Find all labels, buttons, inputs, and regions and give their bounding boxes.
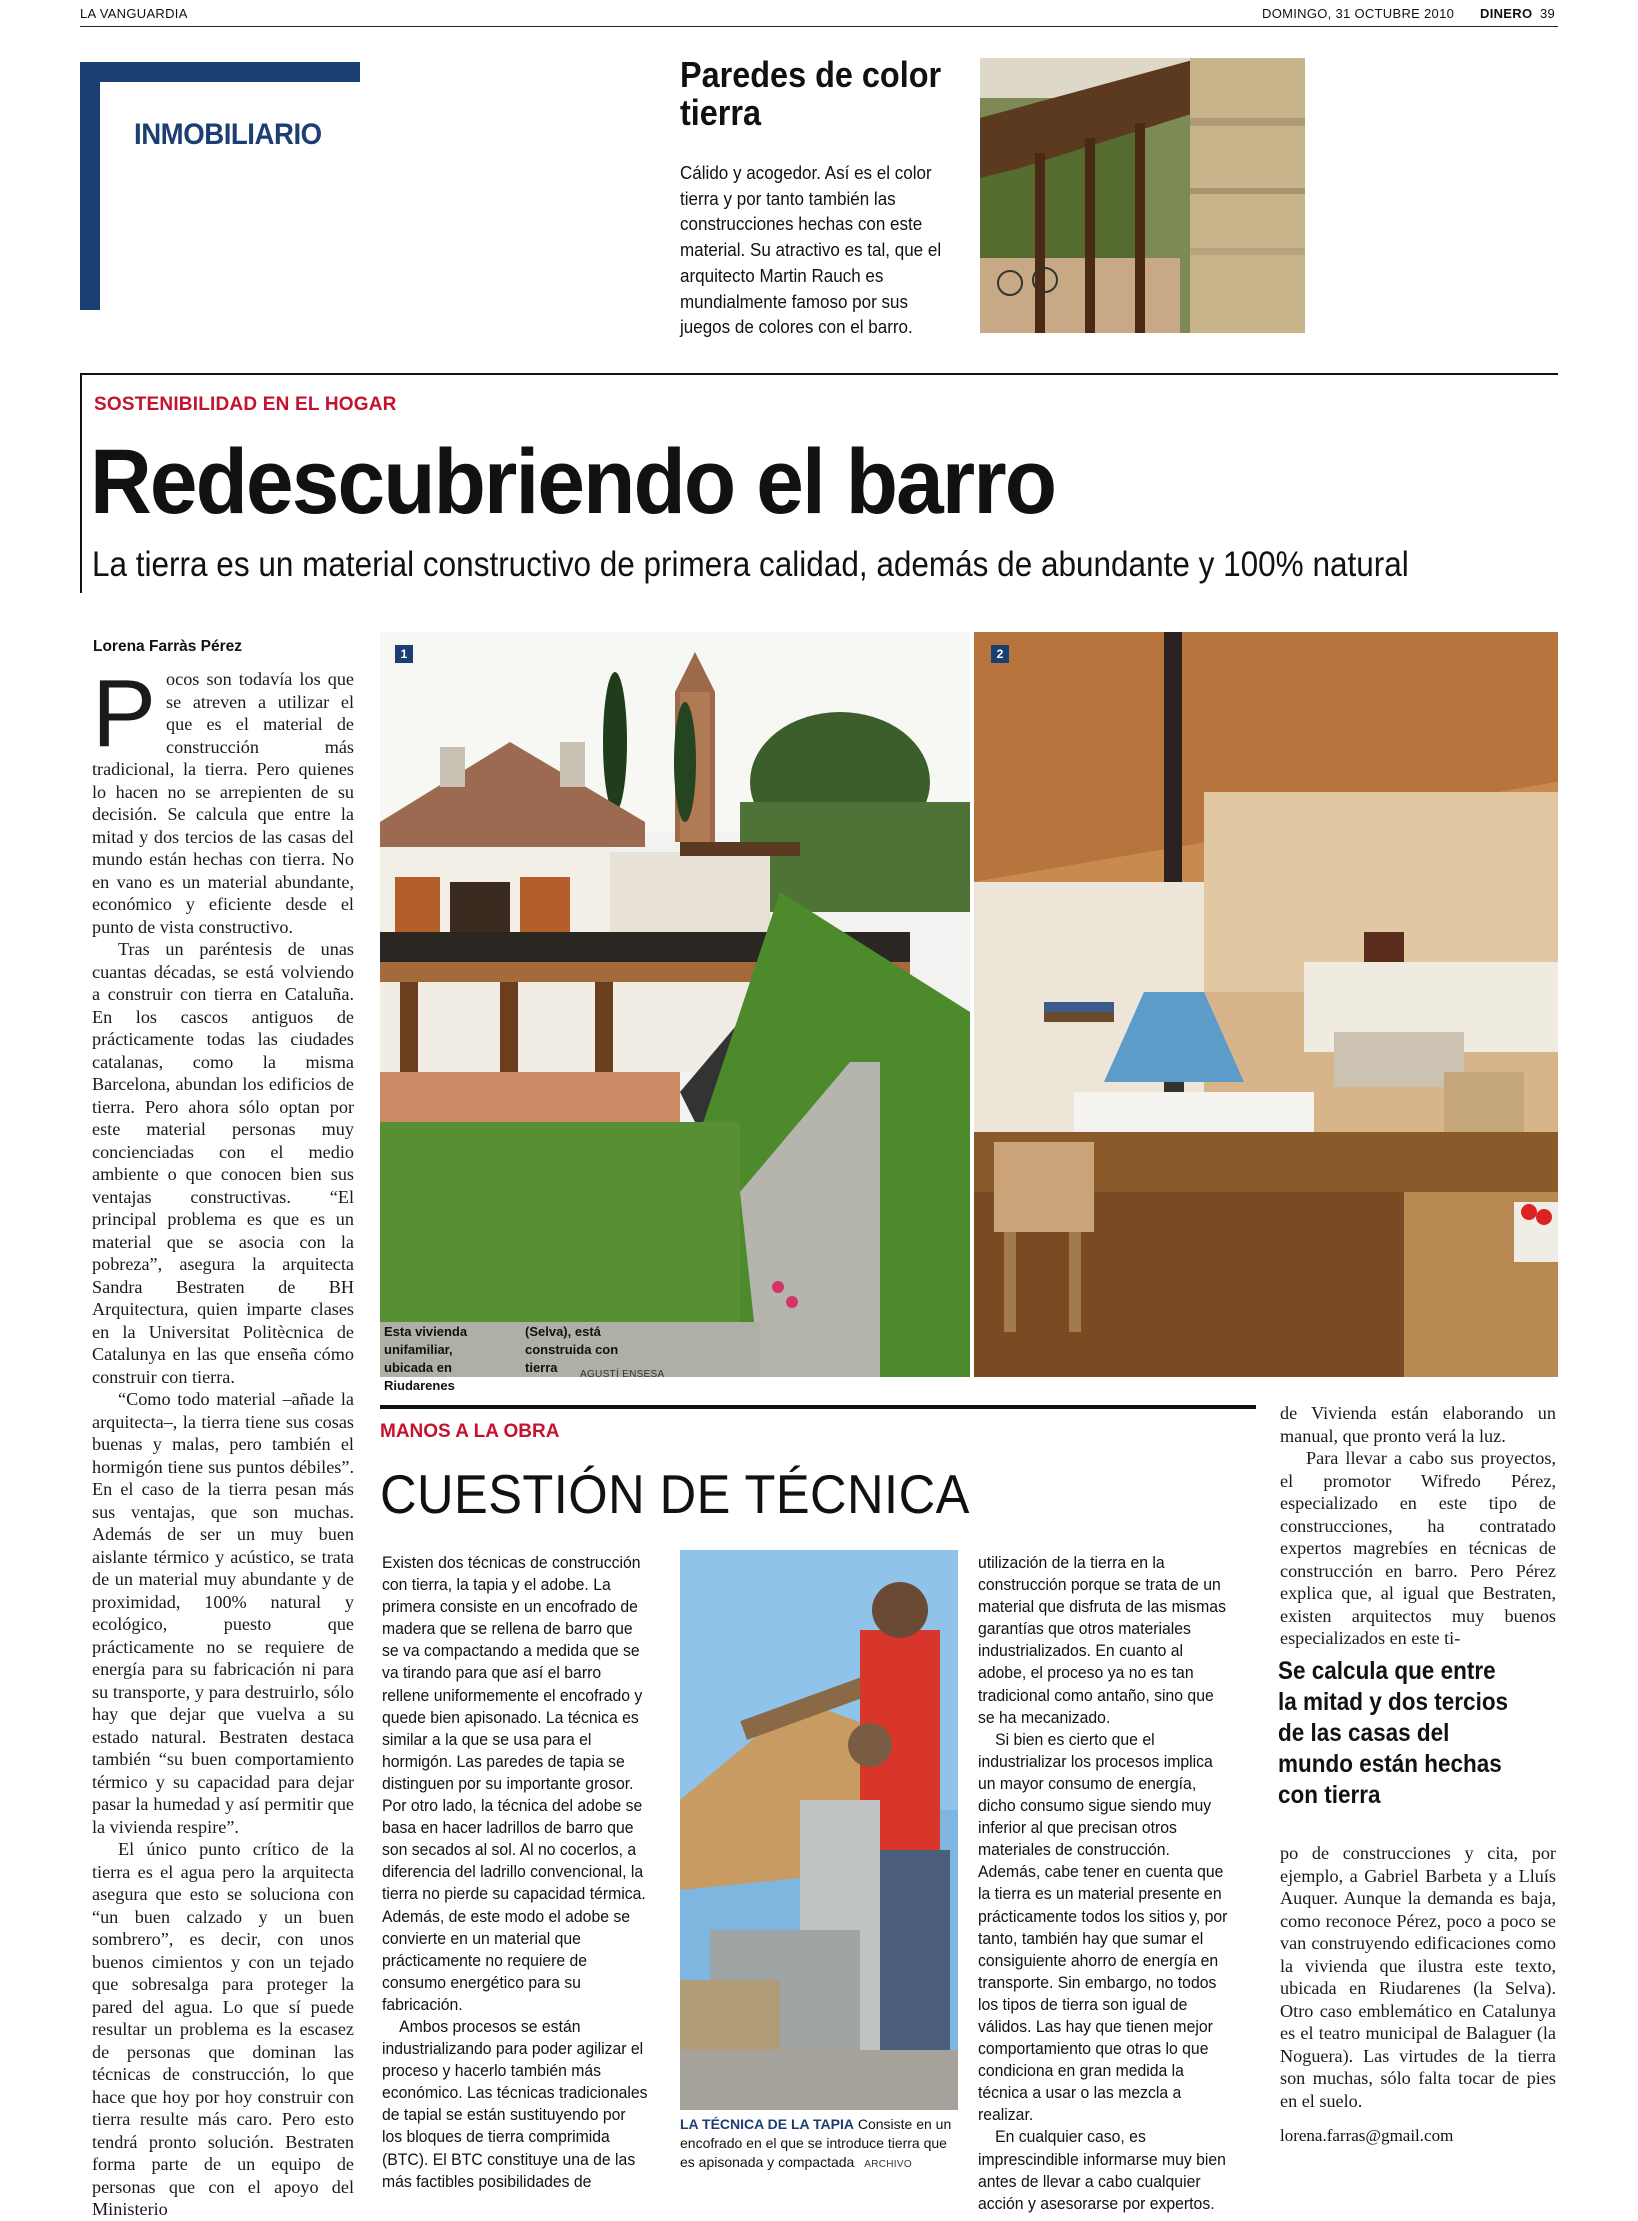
article-column-1 (92, 660, 354, 2221)
article-paragraph-5: de Vivienda están elaborando un manual, que pronto verá la luz. (1280, 1403, 1556, 1446)
workers-tapia-image (680, 1550, 958, 2110)
teaser-text: Cálido y acogedor. Así es el color tierra y por tanto también las construcciones hechas con este material. Su atractivo es tal, que el arquitecto Martin Rauch es mundialmente famoso por sus juegos de colores con el barro. (680, 162, 942, 338)
tapia-caption-text: Consiste en un encofrado en el que se introduce tierra que es apisonada y compactada (680, 2116, 952, 2170)
house-exterior-image (380, 632, 970, 1377)
sidebar-kicker: MANOS A LA OBRA (380, 1421, 560, 1442)
photo-caption-part-2: (Selva), está construida con tierra (525, 1324, 619, 1375)
teaser-title: Paredes de color tierra (680, 54, 942, 133)
section-flag-label: INMOBILIARIO (134, 118, 322, 151)
issue-date: DOMINGO, 31 OCTUBRE 2010 (1262, 6, 1455, 21)
section-name: DINERO (1480, 6, 1533, 21)
pull-quote: Se calcula que entre la mitad y dos tercios de las casas del mundo están hechas con tierra (1278, 1657, 1509, 1809)
tapia-photo-caption (680, 2115, 958, 2174)
article-deck: La tierra es un material constructivo de primera calidad, además de abundante y 100% natural (92, 545, 1409, 584)
article-byline: Lorena Farràs Pérez (93, 638, 243, 655)
earth-wall-porch-image (980, 58, 1305, 333)
article-paragraph-3: “Como todo material –añade la arquitecta–, la tierra tiene sus cosas buenas y malas, pero también el hormigón tiene sus puntos débiles”. En el caso de la tierra pesan más sus ventajas, que son muchas. Además de ser un muy buen aislante térmico y acústico, se trata de un material muy abundante y de proximidad, 100% natural y ecológico, puesto que prácticamente no se requiere de energía para su fabricación ni para su transporte, y para destruirlo, sólo hay que dejar que vuelva a su estado natural. Bestraten destaca también “su buen comportamiento térmico y su capacidad para dejar pasar la humedad y así permitir que la vivienda respire”. (92, 1389, 354, 1837)
sidebar-paragraph-5: En cualquier caso, es imprescindible informarse muy bien antes de llevar a cabo cualquier acción y asesorarse por expertos. (978, 2127, 1226, 2213)
article-headline: Redescubriendo el barro (90, 431, 1056, 533)
article-paragraph-6: Para llevar a cabo sus proyectos, el promotor Wifredo Pérez, especializado en este tipo de construcciones, ha contratado expertos magrebíes en técnicas de construcción en barro. Pero Pérez explica que, al igual que Bestraten, existen arquitectos muy buenos especializados en este ti- (1280, 1448, 1556, 1648)
photo-credit-1: AGUSTÍ ENSESA (580, 1369, 665, 1380)
photo-number-badge-2: 2 (991, 645, 1009, 663)
teaser-photo (980, 58, 1305, 333)
drop-cap: P (92, 660, 157, 767)
page-number: 39 (1540, 6, 1556, 21)
sidebar-column-3 (978, 1552, 1235, 2215)
photo-caption-part-1: Esta vivienda unifamiliar, ubicada en Riudarenes (384, 1324, 468, 1393)
section-flag-top (80, 62, 360, 82)
article-column-right-top (1280, 1402, 1556, 1650)
interior-photo (974, 632, 1558, 1377)
tapia-technique-photo (680, 1550, 958, 2110)
article-paragraph-7: po de construcciones y cita, por ejemplo, a Gabriel Barbeta y a Lluís Auquer. Aunque la demanda es baja, como reconoce Pérez, poco a poco se van construyendo edificaciones como la vivienda que ilustra este texto, ubicada en Riudarenes (la Selva). Otro caso emblemático en Catalunya es el teatro municipal de Balaguer (la Noguera). Las virtudes de la tierra son muchas, sólo falta tocar de pies en el suelo. (1280, 1843, 1556, 2111)
house-exterior-photo (380, 632, 970, 1377)
article-frame-left (80, 373, 82, 593)
section-flag-bar (80, 62, 100, 310)
author-email: lorena.farras@gmail.com (1280, 2126, 1454, 2145)
article-kicker: SOSTENIBILIDAD EN EL HOGAR (94, 394, 397, 415)
tapia-caption-title: LA TÉCNICA DE LA TAPIA (680, 2116, 854, 2132)
sidebar-paragraph-4: Si bien es cierto que el industrializar los procesos implica un mayor consumo de energía, dicho consumo sigue siendo muy inferior al que precisan otros materiales de construcción. Además, cabe tener en cuenta que la tierra es un material presente en prácticamente todos los sitios y, por tanto, también hay que sumar el consiguiente ahorro de energía en transporte. Sin embargo, no todos los tipos de tierra son igual de válidos. Las hay que tienen mejor comportamiento que otras lo que condiciona en gran medida la técnica a usar o las mezcla a realizar. (978, 1729, 1228, 2125)
sidebar-title: CUESTIÓN DE TÉCNICA (380, 1463, 970, 1525)
sidebar-paragraph-2: Ambos procesos se están industrializando para poder agilizar el proceso y hacerlo también más económico. Las técnicas tradicionales de tapial se están sustituyendo por los bloques de tierra comprimida (BTC). El BTC constituye una de las más factibles posibilidades de (382, 2016, 648, 2191)
photo-number-badge-1: 1 (395, 645, 413, 663)
newspaper-name: LA VANGUARDIA (80, 6, 188, 21)
living-room-interior-image (974, 632, 1558, 1377)
sidebar-paragraph-3: utilización de la tierra en la construcción porque se trata de un material que disfruta de las mismas garantías que otros materiales industrializados. En cuanto al adobe, el proceso ya no es tan tradicional como antaño, sino que se ha mecanizado. (978, 1553, 1226, 1727)
header-rule (80, 26, 1558, 27)
sidebar-top-rule (380, 1405, 1256, 1409)
article-paragraph-1: ocos son todavía los que se atreven a utilizar el que es el material de construcción más tradicional, la tierra. Pero quienes lo hacen no se arrepienten de su decisión. Se calcula que entre la mitad y dos tercios de las casas del mundo están hechas con tierra. No en vano es un material abundante, económico y eficiente desde el punto de vista constructivo. (92, 669, 354, 937)
article-paragraph-4: El único punto crítico de la tierra es el agua pero la arquitecta asegura que esto se soluciona con “un buen calzado y un buen sombrero”, es decir, con unos buenos cimientos y con un tejado que sobresalga para proteger la pared del agua. Lo que sí puede resultar un problema es la escasez de personas que dominan las técnicas de construcción, lo que hace que hoy por hoy construir con tierra resulte más caro. Pero esto tendrá pronto solución. Bestraten forma parte de un equipo de personas que con el apoyo del Ministerio (92, 1839, 354, 2219)
sidebar-paragraph-1: Existen dos técnicas de construcción con tierra, la tapia y el adobe. La primera consiste en un encofrado de madera que se rellena de barro que se va compactando a medida que se va tirando para que así el barro rellene uniformemente el encofrado y quede bien apisonado. La técnica es similar a la que se usa para el hormigón. Las paredes de tapia se distinguen por su importante grosor. Por otro lado, la técnica del adobe se basa en hacer ladrillos de barro que son secados al sol. Al no cocerlos, a diferencia del ladrillo convencional, la tierra no pierde su capacidad térmica. Además, de este modo el adobe se convierte en un material que prácticamente no requiere de consumo energético para su fabricación. (382, 1553, 646, 2014)
tapia-photo-credit: ARCHIVO (864, 2159, 912, 2170)
article-column-right-bottom (1280, 1842, 1556, 2112)
sidebar-column-1 (382, 1552, 648, 2193)
article-paragraph-2: Tras un paréntesis de unas cuantas décadas, se está volviendo a construir con tierra en Cataluña. En los cascos antiguos de prácticamente todas las ciudades catalanas, como la misma Barcelona, abundan los edificios de tierra. Pero ahora sólo optan por este material personas muy concienciadas con el medio ambiente o que conocen bien sus ventajas constructivas. “El principal problema es que es un material que se asocia con la pobreza”, asegura la arquitecta Sandra Bestraten de BH Arquitectura, quien imparte clases en la Universitat Politècnica de Catalunya en las que enseña cómo construir con tierra. (92, 939, 354, 1387)
article-frame-top (80, 373, 1558, 375)
